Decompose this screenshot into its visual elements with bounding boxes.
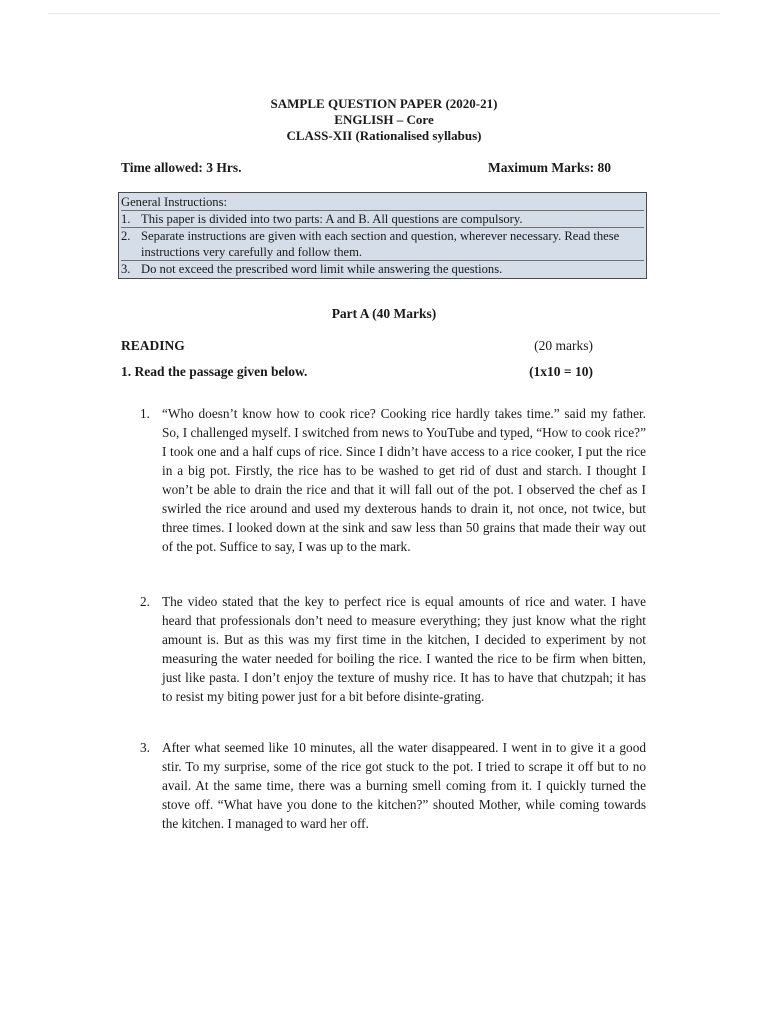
instruction-text: Separate instructions are given with each section and question, wherever necessary. Read these instructions very carefully and follow them.: [141, 229, 620, 259]
reading-marks: (20 marks): [534, 338, 593, 353]
header-class: CLASS-XII (Rationalised syllabus): [286, 128, 482, 143]
instructions-title: General Instructions:: [121, 195, 227, 209]
time-allowed: Time allowed: 3 Hrs.: [121, 160, 242, 175]
instruction-item: [121, 227, 644, 260]
paragraph-text: “Who doesn’t know how to cook rice? Cooking rice hardly takes time.” said my father. So, I challenged myself. I switched from news to YouTube and typed, “How to cook rice?” I took one and a half cups of rice. Since I didn’t have access to a rice cooker, I put the rice in a big pot. Firstly, the rice has to be washed to get rid of dust and starch. I thought I won’t be able to drain the rice and that it will fall out of the pot. I observed the chef as I swirled the rice around and used my dexterous hands to drain it, not once, not twice, but three times. I looked down at the sink and saw less than 50 grains that made their way out of the pot. Suffice to say, I was up to the mark.: [162, 406, 646, 554]
paragraph-number: 2.: [140, 594, 150, 609]
instruction-number: 3.: [121, 262, 131, 276]
paragraph-number: 1.: [140, 406, 150, 421]
paragraph-text: After what seemed like 10 minutes, all the water disappeared. I went in to give it a good stir. To my surprise, some of the rice got stuck to the pot. I tried to scrape it off but to no avail. At the same time, there was a burning smell coming from it. I quickly turned the stove off. “What have you done to the kitchen?” shouted Mother, while coming towards the kitchen. I managed to ward her off.: [162, 740, 646, 831]
maximum-marks: Maximum Marks: 80: [488, 160, 611, 175]
instruction-text: This paper is divided into two parts: A and B. All questions are compulsory.: [141, 212, 523, 226]
instruction-number: 2.: [121, 229, 131, 243]
passage-paragraph: [140, 592, 646, 706]
paragraph-text: The video stated that the key to perfect rice is equal amounts of rice and water. I have heard that professionals don’t need to measure everything; they just know what the right amount is. But as this was my first time in the kitchen, I decided to experiment by not measuring the water needed for boiling the rice. I wanted the rice to be firm when bitten, just like pasta. I don’t enjoy the texture of mushy rice. It has to have that chutzpah; it has to resist my biting power just for a bit before disinte-grating.: [162, 594, 646, 704]
instruction-item: [121, 210, 644, 227]
passage-paragraph: [140, 738, 646, 833]
instruction-item: [121, 260, 644, 277]
passage-paragraph: [140, 404, 646, 556]
paper-header: [0, 96, 768, 144]
header-subject: ENGLISH – Core: [334, 112, 434, 127]
question-1-row: [121, 364, 593, 380]
top-divider: [48, 13, 720, 14]
instruction-text: Do not exceed the prescribed word limit while answering the questions.: [141, 262, 503, 276]
question-1-marks: (1x10 = 10): [529, 364, 593, 379]
instruction-number: 1.: [121, 212, 131, 226]
header-title: SAMPLE QUESTION PAPER (2020-21): [270, 96, 498, 111]
time-marks-row: [121, 160, 611, 176]
general-instructions-box: [118, 192, 647, 279]
reading-label: READING: [121, 338, 185, 353]
paragraph-number: 3.: [140, 740, 150, 755]
part-title: Part A (40 Marks): [331, 306, 437, 321]
question-1-label: 1. Read the passage given below.: [121, 364, 308, 379]
reading-section-row: [121, 338, 593, 354]
